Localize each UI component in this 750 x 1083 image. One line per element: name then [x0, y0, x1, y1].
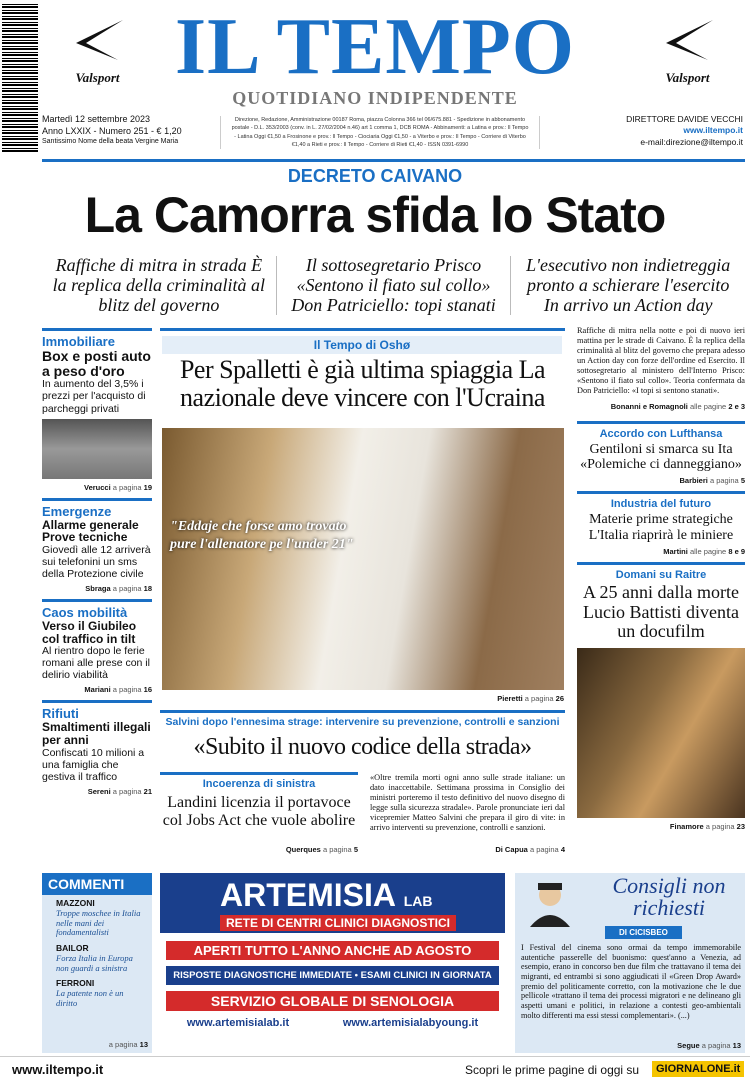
salvini-kicker: Salvini dopo l'ennesima strage: intervenire su prevenzione, controlli e sanzioni — [165, 716, 560, 728]
lead-subheads — [42, 256, 745, 315]
osho-kicker-box — [162, 336, 562, 354]
article-miniere[interactable] — [577, 491, 745, 556]
divider — [160, 328, 565, 331]
ad-tagline: RETE DI CENTRI CLINICI DIAGNOSTICI — [220, 915, 456, 931]
comment-item[interactable] — [56, 944, 146, 973]
ad-line-2: RISPOSTE DIAGNOSTICHE IMMEDIATE • ESAMI CLINICI IN GIORNATA — [166, 966, 499, 985]
author: Finamore — [669, 821, 704, 831]
author: Verucci — [84, 482, 111, 492]
author: Segue — [677, 1041, 700, 1050]
lead-subhead: L'esecutivo non indietreggia pronto a schierare l'esercito In arrivo un Action day — [526, 255, 731, 315]
valsport-swoosh-icon — [658, 15, 718, 65]
title: Landini licenzia il portavoce col Jobs Act che vuole abolire — [162, 794, 356, 830]
page: 26 — [555, 694, 564, 703]
title: Gentiloni si smarca su Ita «Polemiche ci danneggiano» — [580, 441, 742, 473]
barcode — [2, 2, 38, 152]
lead-subhead: Il sottosegretario Prisco «Sentono il fiato sul collo» Don Patriciello: topi stanati — [277, 256, 512, 315]
ref: a pagina — [529, 845, 559, 854]
page: 18 — [143, 583, 152, 593]
ad-brand — [220, 877, 432, 914]
title: Smaltimenti illegali per anni — [42, 720, 151, 747]
comment-item[interactable] — [56, 899, 146, 938]
sponsor-name: Valsport — [665, 70, 710, 85]
masthead-title: IL TEMPO — [175, 3, 575, 91]
article-rifiuti[interactable] — [42, 700, 152, 795]
ref: a pagina — [112, 685, 142, 695]
battisti-photo — [577, 648, 745, 818]
ref: a pagina — [108, 1040, 138, 1049]
ad-brand-lab: LAB — [403, 893, 433, 909]
author: Pieretti — [497, 694, 523, 703]
divider — [42, 159, 745, 162]
comment-text: Forza Italia in Europa non guardi a sinistra — [56, 952, 133, 973]
author: Mariani — [84, 685, 111, 695]
cicisbeo-avatar — [520, 875, 580, 927]
issue-number: Anno LXXIX - Numero 251 - € 1,20 — [42, 125, 182, 136]
article-landini[interactable] — [160, 778, 358, 831]
site-link[interactable]: www.iltempo.it — [683, 125, 743, 136]
kicker: Domani su Raitre — [615, 569, 707, 582]
ref: a pagina — [709, 476, 739, 486]
lead-subhead: Raffiche di mitra in strada È la replica della criminalità al blitz del governo — [42, 256, 277, 315]
page: 23 — [736, 821, 745, 831]
lead-kicker: DECRETO CAIVANO — [287, 166, 463, 186]
author: Sbraga — [85, 583, 111, 593]
page: 13 — [139, 1040, 148, 1049]
title: Verso il Giubileo col traffico in tilt — [42, 618, 137, 646]
page: 4 — [560, 845, 565, 854]
spalletti-headline[interactable]: Per Spalletti è già ultima spiaggia La nazionale deve vincere con l'Ucraina — [179, 355, 546, 413]
salvini-headline[interactable]: «Subito il nuovo codice della strada» — [193, 734, 532, 760]
title: Allarme generale Prove tecniche — [42, 517, 139, 545]
saint-of-day: Santissimo Nome della beata Vergine Maria — [42, 138, 179, 146]
lead-headline: La Camorra sfida lo Stato — [84, 187, 666, 243]
page: 16 — [143, 685, 152, 695]
article-lufthansa[interactable] — [577, 421, 745, 486]
masthead-subtitle: QUOTIDIANO INDIPENDENTE — [232, 88, 518, 108]
title: Box e posti auto a peso d'oro — [42, 348, 151, 379]
artemisia-ad[interactable] — [160, 873, 505, 1053]
salvini-text: «Oltre tremila morti ogni anno sulle strade italiane: un dato inaccettabile. Settimana prossima in Consiglio dei ministri porteremo il testo definitivo del nuovo disegno di legge sulla sicurezza stradale». Parole pronunciate ieri dal vicepremier Matteo Salvini che prepara il giro di vite: in arrivo interventi su prevenzione, controlli e sanzioni. — [370, 773, 565, 832]
ad-line-1: APERTI TUTTO L'ANNO ANCHE AD AGOSTO — [166, 941, 499, 960]
ref: alle pagine — [689, 401, 727, 411]
ad-site-2[interactable]: www.artemisialabyoung.it — [342, 1017, 479, 1029]
page: 5 — [740, 476, 745, 486]
page: 5 — [353, 845, 358, 854]
kicker: Accordo con Lufthansa — [599, 427, 723, 440]
ref: a pagina — [112, 583, 142, 593]
footer-site[interactable]: www.iltempo.it — [12, 1062, 104, 1077]
cartoon-quote: "Eddaje che forse amo trovato pure l'allenatore pe l'under 21" — [170, 519, 354, 553]
article-battisti[interactable] — [577, 562, 745, 830]
ref: alle pagine — [689, 547, 727, 557]
title: A 25 anni dalla morte Lucio Battisti diventa un docufilm — [583, 582, 739, 642]
ref: a pagina — [112, 482, 142, 492]
author: Bonanni e Romagnoli — [610, 401, 688, 411]
valsport-swoosh-icon — [68, 15, 128, 65]
kicker: Rifiuti — [42, 706, 79, 722]
sponsor-logo-left — [60, 15, 135, 86]
text: Giovedì alle 12 arriverà sui telefonini un sms della Protezione civile — [42, 543, 151, 580]
consigli-title: Consigli non richiesti — [612, 873, 726, 920]
lead-text: Raffiche di mitra nella notte e poi di nuovo ieri mattina per le strade di Caivano. È la replica della criminalità al blitz del governo che prepara adesso un Action day con forze dell'ordine ed Esercito. Il sottosegretario al ministero dell'Interno Prisco: «Sentono il fiato sul collo». Teoria confermata da Don Patriciello: «I topi si sentono stanati». — [577, 326, 745, 395]
left-column — [42, 328, 152, 796]
ad-site-1[interactable]: www.artemisialab.it — [186, 1017, 290, 1029]
text: Al rientro dopo le ferie romani alle prese con il delirio viabilità — [42, 645, 150, 682]
director-info — [575, 114, 743, 148]
divider — [160, 710, 565, 713]
cartoon-photo — [162, 428, 564, 690]
article-caos-mobilita[interactable] — [42, 599, 152, 694]
osho-kicker: Il Tempo di Oshø — [313, 338, 411, 352]
author: Sereni — [87, 786, 111, 796]
email[interactable]: e-mail:direzione@iltempo.it — [640, 136, 743, 147]
page: 21 — [143, 786, 152, 796]
issue-info — [42, 114, 192, 146]
page: 8 e 9 — [728, 547, 745, 557]
comment-text: Troppe moschee in Italia nelle mani dei fondamentalisti — [56, 907, 141, 938]
comment-author: MAZZONI — [56, 898, 95, 908]
kicker: Industria del futuro — [610, 498, 712, 511]
kicker: Emergenze — [42, 503, 112, 519]
ref: a pagina — [112, 786, 142, 796]
author: Barbieri — [679, 476, 708, 486]
divider — [160, 772, 358, 775]
date: Martedì 12 settembre 2023 — [42, 114, 151, 124]
text: In aumento del 3,5% i prezzi per l'acquisto di parcheggi privati — [42, 378, 146, 415]
director: DIRETTORE DAVIDE VECCHI — [626, 114, 743, 124]
sponsor-logo-right — [650, 15, 725, 86]
ad-line-3: SERVIZIO GLOBALE DI SENOLOGIA — [166, 991, 499, 1011]
comments-box — [42, 873, 152, 1053]
title: Materie prime strategiche L'Italia riaprirà le miniere — [588, 512, 734, 543]
consigli-box — [515, 873, 745, 1053]
ref: a pagina — [322, 845, 352, 854]
article-immobiliare[interactable] — [42, 328, 152, 492]
footer-promo: Scopri le prime pagine di oggi su — [465, 1063, 640, 1077]
parking-photo — [42, 419, 152, 479]
ref: a pagina — [705, 821, 735, 831]
ref: a pagina — [701, 1041, 731, 1050]
comment-item[interactable] — [56, 979, 146, 1008]
page: 13 — [732, 1041, 741, 1050]
comment-text: La patente non è un diritto — [56, 988, 124, 1008]
footer — [0, 1056, 750, 1083]
page: 19 — [143, 482, 152, 492]
consigli-byline: DI CICISBEO — [605, 926, 682, 939]
kicker: Immobiliare — [42, 334, 115, 349]
giornalone-link[interactable]: GIORNALONE.it — [652, 1061, 744, 1077]
kicker: Incoerenza di sinistra — [202, 778, 316, 790]
author: Martini — [663, 547, 688, 557]
editorial-address: Direzione, Redazione, Amministrazione 00187 Roma, piazza Colonna 366 tel 06/675.881 - Spedizione in abbonamento postale - D.L. 353/2003 (conv. in L. 27/02/2004 n.46) art 1 comma 1, DCB ROMA - Abbinamenti: a Latina e prov.: Il Tempo - Latina Oggi €1,50 a Frosinone e prov.: Il Tempo - Ciociaria Oggi €1,50 - a Viterbo e prov.: Il Tempo - Corriere di Viterbo €1,40 a Rieti e prov.: Il Tempo - Corriere di Rieti €1,40 - ISSN 0391-6990 — [220, 116, 540, 149]
article-emergenze[interactable] — [42, 498, 152, 593]
ref: a pagina — [524, 694, 554, 703]
right-column — [577, 326, 745, 831]
comment-author: FERRONI — [56, 978, 95, 989]
comment-author: BAILOR — [56, 943, 89, 954]
consigli-text: I Festival del cinema sono ormai da tempo immemorabile autentiche passerelle del buonismo: quest'anno a Venezia, ad esempio, erano in concorso ben due film che trattavano il tema dei migranti, ed entrambi si sono aggiudicati il «Green Drop Award» premio del politicamente corretto, con la motivazione che le due pellicole «trattano il tema dei processi migratori e ne delineano gli aspetti umani e politici, in relazione a contesti geo-ambientali molto differenti ma essi stessi complementari». (...) — [521, 943, 741, 1020]
page: 2 e 3 — [728, 401, 745, 411]
author: Querques — [285, 845, 321, 854]
sponsor-name: Valsport — [75, 70, 120, 85]
comments-title: COMMENTI — [42, 873, 152, 895]
kicker: Caos mobilità — [42, 604, 128, 620]
ad-brand-name: ARTEMISIA — [220, 877, 395, 913]
text: Confiscati 10 milioni a una famiglia che gestiva il traffico — [42, 746, 145, 783]
author: Di Capua — [495, 845, 528, 854]
